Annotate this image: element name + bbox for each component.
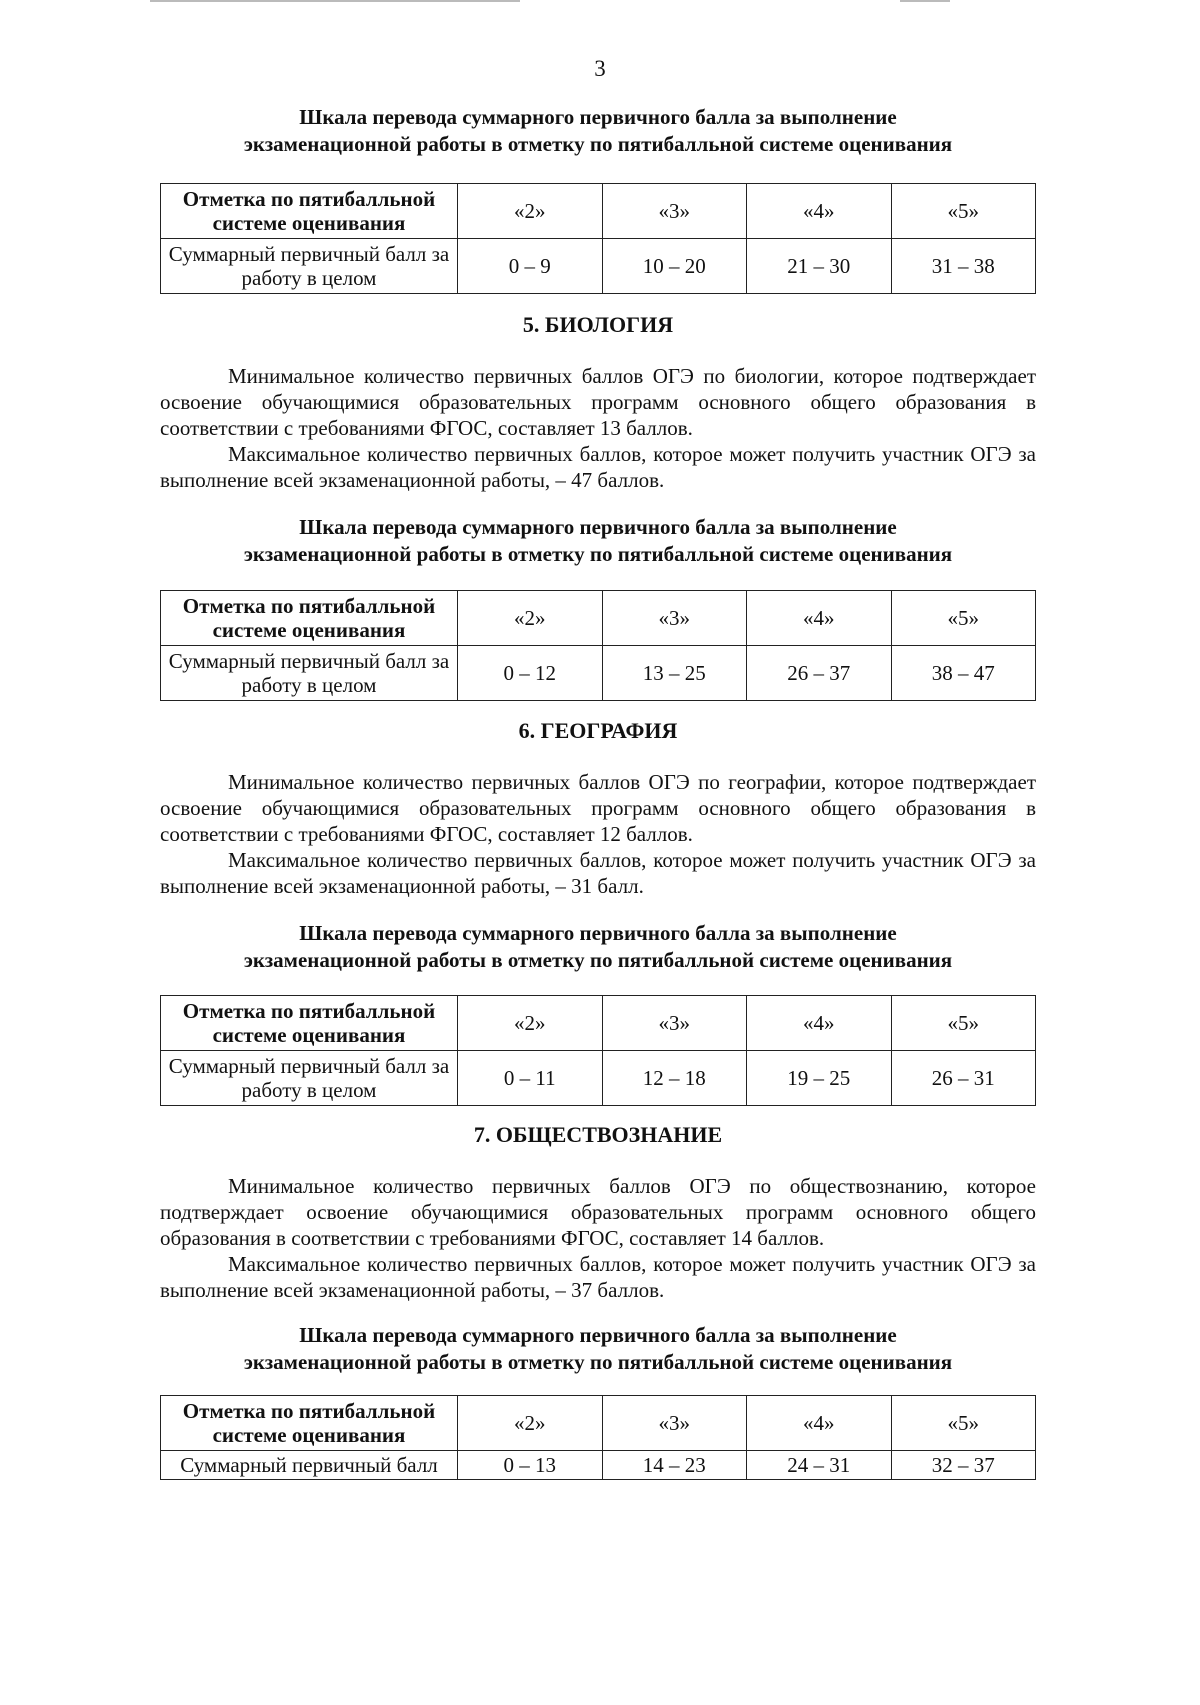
table-score-row xyxy=(161,1451,1036,1480)
geography-text xyxy=(160,769,1036,899)
range-cell: 21 – 30 xyxy=(747,239,892,294)
section-social-studies xyxy=(160,1121,1036,1149)
range-cell: 0 – 13 xyxy=(458,1451,603,1480)
range-cell: 12 – 18 xyxy=(602,1051,747,1106)
range-cell: 24 – 31 xyxy=(747,1451,892,1480)
caption-line-1: Шкала перевода суммарного первичного балла за выполнение xyxy=(299,515,897,539)
caption-line-1: Шкала перевода суммарного первичного балла за выполнение xyxy=(299,921,897,945)
section-heading: 5. БИОЛОГИЯ xyxy=(522,312,674,337)
caption-line-2: экзаменационной работы в отметку по пятибалльной системе оценивания xyxy=(243,948,953,972)
grade-2-cell: «2» xyxy=(458,184,603,239)
grade-5-cell: «5» xyxy=(891,996,1036,1051)
caption-line-1: Шкала перевода суммарного первичного балла за выполнение xyxy=(299,105,897,129)
grade-4-cell: «4» xyxy=(747,996,892,1051)
grade-label-cell: Отметка по пятибалльной системе оценивания xyxy=(161,591,458,646)
paragraph-min-score: Минимальное количество первичных баллов ОГЭ по биологии, которое подтверждает освоение обучающимися образовательных программ основного общего образования в соответствии с требованиями ФГОС, составляет 13 баллов. xyxy=(160,364,1036,440)
section-geography xyxy=(160,717,1036,745)
range-cell: 0 – 12 xyxy=(458,646,603,701)
top-scan-line xyxy=(150,0,520,2)
range-cell: 26 – 37 xyxy=(747,646,892,701)
score-label-cell: Суммарный первичный балл за работу в целом xyxy=(161,646,458,701)
range-cell: 19 – 25 xyxy=(747,1051,892,1106)
range-cell: 0 – 9 xyxy=(458,239,603,294)
grade-4-cell: «4» xyxy=(747,1396,892,1451)
table-header-row xyxy=(161,184,1036,239)
range-cell: 32 – 37 xyxy=(891,1451,1036,1480)
grade-4-cell: «4» xyxy=(747,184,892,239)
range-cell: 14 – 23 xyxy=(602,1451,747,1480)
table-header-row xyxy=(161,1396,1036,1451)
grade-4-cell: «4» xyxy=(747,591,892,646)
paragraph-min-score: Минимальное количество первичных баллов ОГЭ по обществознанию, которое подтверждает освоение обучающимися образовательных программ основного общего образования в соответствии с требованиями ФГОС, составляет 14 баллов. xyxy=(160,1174,1036,1250)
range-cell: 26 – 31 xyxy=(891,1051,1036,1106)
table-score-row xyxy=(161,1051,1036,1106)
paragraph-max-score: Максимальное количество первичных баллов, которое может получить участник ОГЭ за выполнение всей экзаменационной работы, – 47 баллов. xyxy=(160,442,1036,492)
grade-label-cell: Отметка по пятибалльной системе оценивания xyxy=(161,184,458,239)
section-heading: 6. ГЕОГРАФИЯ xyxy=(518,718,678,743)
caption-line-2: экзаменационной работы в отметку по пятибалльной системе оценивания xyxy=(243,542,953,566)
range-cell: 31 – 38 xyxy=(891,239,1036,294)
score-label-cell: Суммарный первичный балл за работу в целом xyxy=(161,1051,458,1106)
range-cell: 10 – 20 xyxy=(602,239,747,294)
range-cell: 0 – 11 xyxy=(458,1051,603,1106)
paragraph-max-score: Максимальное количество первичных баллов, которое может получить участник ОГЭ за выполнение всей экзаменационной работы, – 37 баллов. xyxy=(160,1252,1036,1302)
score-label-cell: Суммарный первичный балл xyxy=(161,1451,458,1480)
grade-5-cell: «5» xyxy=(891,184,1036,239)
biology-text xyxy=(160,363,1036,493)
range-cell: 38 – 47 xyxy=(891,646,1036,701)
grade-2-cell: «2» xyxy=(458,1396,603,1451)
score-label-cell: Суммарный первичный балл за работу в целом xyxy=(161,239,458,294)
paragraph-min-score: Минимальное количество первичных баллов ОГЭ по географии, которое подтверждает освоение обучающимися образовательных программ основного общего образования в соответствии с требованиями ФГОС, составляет 12 баллов. xyxy=(160,770,1036,846)
table-header-row xyxy=(161,996,1036,1051)
grade-3-cell: «3» xyxy=(602,996,747,1051)
score-table-social-studies xyxy=(160,1395,1036,1480)
grade-2-cell: «2» xyxy=(458,591,603,646)
scale-caption xyxy=(160,1322,1036,1376)
section-heading: 7. ОБЩЕСТВОЗНАНИЕ xyxy=(473,1122,723,1147)
scale-caption xyxy=(160,920,1036,974)
grade-5-cell: «5» xyxy=(891,591,1036,646)
section-biology xyxy=(160,311,1036,339)
caption-line-2: экзаменационной работы в отметку по пятибалльной системе оценивания xyxy=(243,1350,953,1374)
score-table-biology xyxy=(160,590,1036,701)
grade-label-cell: Отметка по пятибалльной системе оценивания xyxy=(161,1396,458,1451)
score-table-previous xyxy=(160,183,1036,294)
grade-3-cell: «3» xyxy=(602,184,747,239)
grade-2-cell: «2» xyxy=(458,996,603,1051)
caption-line-1: Шкала перевода суммарного первичного балла за выполнение xyxy=(299,1323,897,1347)
paragraph-max-score: Максимальное количество первичных баллов, которое может получить участник ОГЭ за выполнение всей экзаменационной работы, – 31 балл. xyxy=(160,848,1036,898)
grade-3-cell: «3» xyxy=(602,1396,747,1451)
page-number: 3 xyxy=(594,56,606,81)
grade-label-cell: Отметка по пятибалльной системе оценивания xyxy=(161,996,458,1051)
table-header-row xyxy=(161,591,1036,646)
range-cell: 13 – 25 xyxy=(602,646,747,701)
grade-5-cell: «5» xyxy=(891,1396,1036,1451)
grade-3-cell: «3» xyxy=(602,591,747,646)
scale-caption xyxy=(160,104,1036,158)
social-studies-text xyxy=(160,1173,1036,1303)
scale-caption xyxy=(160,514,1036,568)
top-scan-line-right xyxy=(900,0,950,2)
table-score-row xyxy=(161,646,1036,701)
table-score-row xyxy=(161,239,1036,294)
score-table-geography xyxy=(160,995,1036,1106)
caption-line-2: экзаменационной работы в отметку по пятибалльной системе оценивания xyxy=(243,132,953,156)
